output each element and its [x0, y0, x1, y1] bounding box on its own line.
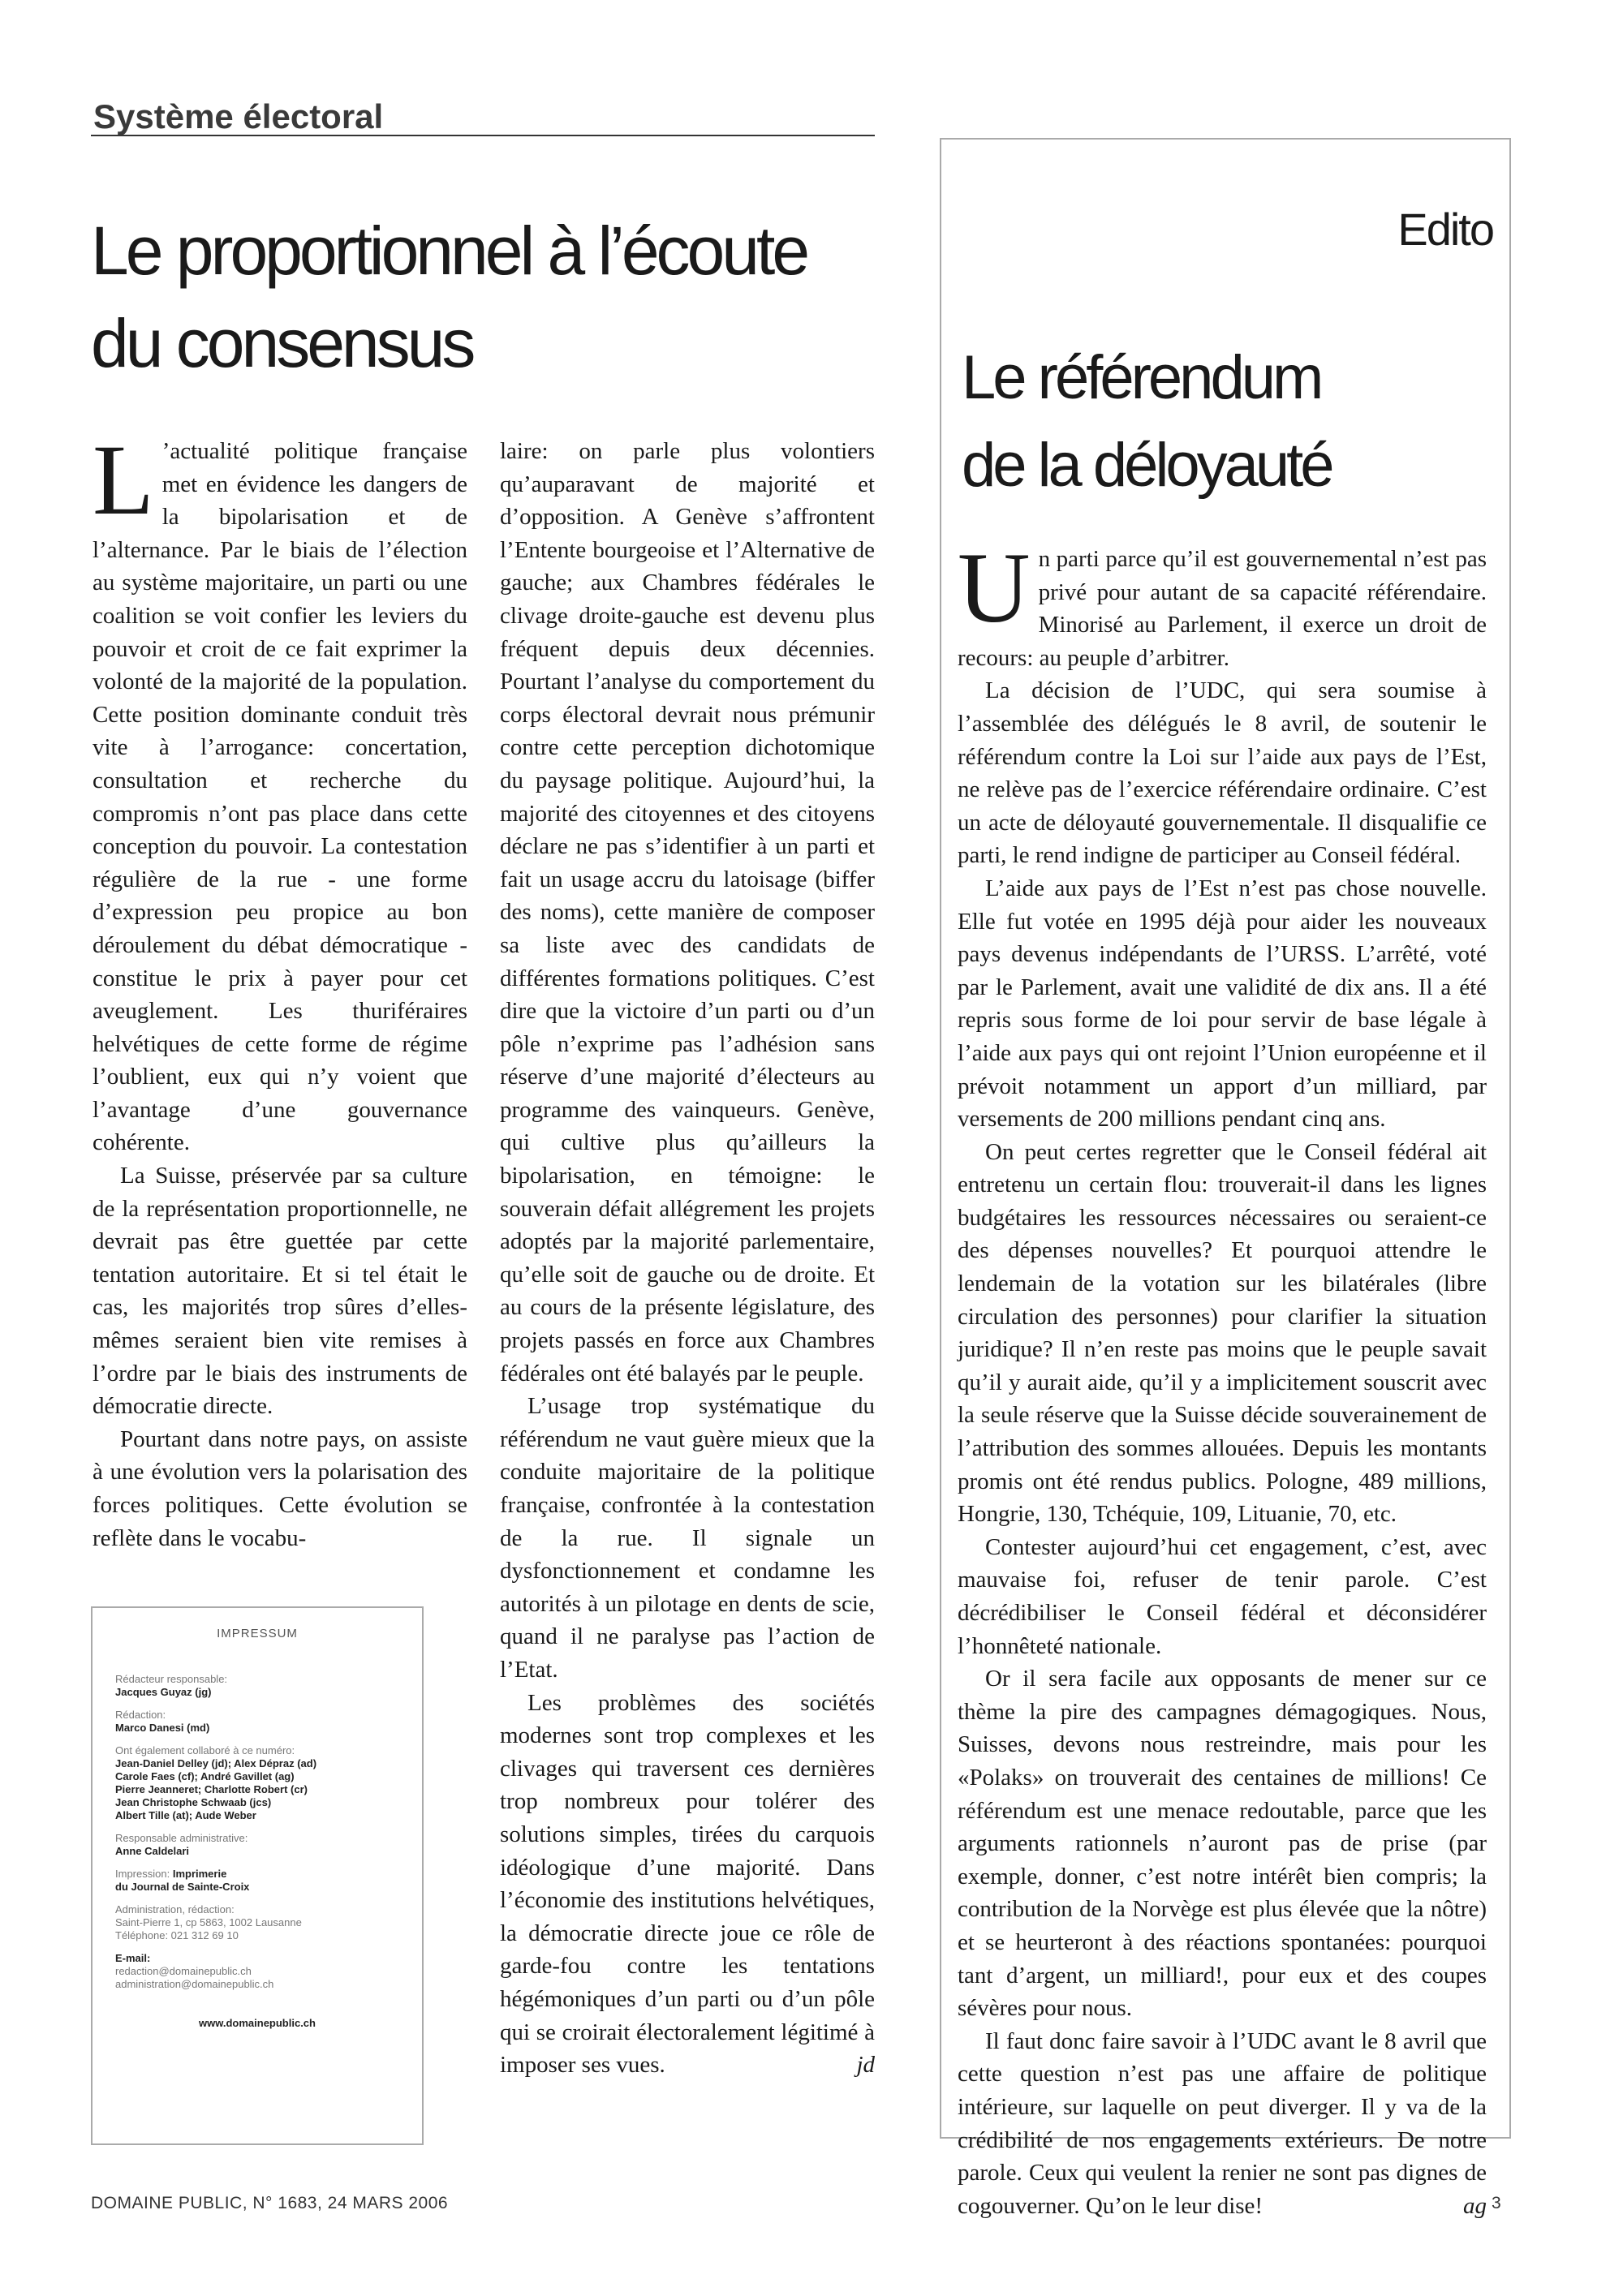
article-paragraph: L ’actualité politique française met en évidence les dangers de la bipolarisation et de l’alternance. Par le biais de l’élection au système majoritaire, un parti ou une coalition se voit confier les leviers du pouvoir et croit de ce fait exprimer la volonté de la majorité de la population. Cette position dominante conduit très vite à l’arrogance: concertation, consultation et recherche du compromis n’ont pas place dans cette conception du pouvoir. La contestation régulière de la rue - une forme d’expression peu propice au bon déroulement du débat démocratique - constitue le prix à payer pour cet aveuglement. Les thuriféraires helvétiques de cette forme de régime l’oublient, eux qui n’y voient que l’avantage d’une gouvernance cohérente. [93, 424, 467, 1156]
impressum-contributors: Ont également collaboré à ce numéro: Jean-Daniel Delley (jd); Alex Dépraz (ad) Carole Faes (cf); André Gavillet (ag) Pierre Jeanneret; Charlotte Robert (cr) Jean Christophe Schwaab (jcs) Albert Tille (at); Aude Weber [115, 1744, 317, 1821]
article-signature: jd [856, 2052, 875, 2079]
section-divider [91, 135, 875, 136]
impressum-box [91, 1606, 424, 2145]
edito-title-line1: Le référendum [962, 343, 1321, 412]
impressum-email: E-mail: redaction@domainepublic.ch administration@domainepublic.ch [115, 1952, 274, 1990]
article-paragraph: Les problèmes des sociétés modernes sont trop complexes et les clivages qui traversent ces dernières trop nombreux pour tolérer des solutions simples, tirées du carquois idéologique d’une majorité. Dans l’économie des institutions helvétiques, la démocratie directe joue ce rôle de garde-fou contre les tentations hégémoniques d’un parti ou d’un pôle qui se croirait électoralement légitimé à imposer ses vues. jd [500, 1687, 875, 2082]
edito-title-line2: de la déloyauté [962, 431, 1332, 500]
article-paragraph: Pourtant dans notre pays, on assiste à une évolution vers la polarisation des forces politiques. Cette évolution se reflète dans le vocabu- [93, 1425, 467, 1551]
drop-cap: L [93, 424, 154, 535]
article-column-1 [93, 424, 467, 1554]
impressum-editor: Rédacteur responsable: Jacques Guyaz (jg) [115, 1673, 228, 1698]
section-label: Système électoral [93, 97, 384, 135]
edito-label: Edito [1397, 204, 1493, 255]
edito-signature: ag [1463, 2192, 1487, 2219]
article-title [91, 204, 870, 389]
article-paragraph: La Suisse, préservée par sa culture de la représentation proportionnelle, ne devrait pas être guettée par cette tentation autoritaire. Et si tel était le cas, les majorités trop sûres d’elles-mêmes seraient bien vite remises à l’ordre par le biais des instruments de démocratie directe. [93, 1163, 467, 1420]
impressum-website-link[interactable]: www.domainepublic.ch [199, 2017, 316, 2029]
page-number: 3 [1492, 2194, 1502, 2212]
impressum-printing: Impression: Imprimerie du Journal de Sainte-Croix [115, 1868, 250, 1893]
impressum-admin: Responsable administrative: Anne Caldelari [115, 1832, 248, 1857]
drop-cap: U [958, 532, 1031, 643]
impressum-address: Administration, rédaction: Saint-Pierre 1, cp 5863, 1002 Lausanne Téléphone: 021 312 69 10 [115, 1903, 302, 1941]
edito-title [962, 334, 1497, 510]
impressum-editorial: Rédaction: Marco Danesi (md) [115, 1709, 210, 1734]
edito-paragraph: Or il sera facile aux opposants de mener sur ce thème la pire des campagnes démagogiques. Nous, Suisses, devons nous restreindre, mais pour les «Polaks» on trouverait des centaines de millions! Ce référendum est une menace redoutable, parce que les arguments rationnels n’auront pas de prise (par exemple, donner, c’est notre intérêt bien compris; la contribution de la Norvège est plus élevée que la nôtre) et se heurteront à des réactions spontanées: pourquoi tant d’argent, un milliard!, pour eux et des coupes sévères pour nous. [958, 1666, 1487, 2022]
article-title-line2: du consensus [91, 305, 473, 381]
impressum-title: IMPRESSUM [217, 1627, 298, 1640]
edito-paragraph: Contester aujourd’hui cet engagement, c’est, avec mauvaise foi, refuser de tenir parole. C’est décrédibiliser le Conseil fédéral et déconsidérer l’honnêteté nationale. [958, 1533, 1487, 1659]
edito-paragraph: L’aide aux pays de l’Est n’est pas chose nouvelle. Elle fut votée en 1995 déjà pour aider les nouveaux pays devenus indépendants de l’URSS. L’arrêté, voté par le Parlement, avait une validité de dix ans. Il a été repris sous forme de loi pour servir de base légale à l’aide aux pays qui ont rejoint l’Union européenne et il prévoit notamment un apport d’un milliard, par versements de 200 millions pendant cinq ans. [958, 875, 1487, 1133]
article-title-line1: Le proportionnel à l’écoute [91, 213, 807, 289]
edito-paragraph: Il faut donc faire savoir à l’UDC avant le 8 avril que cette question n’est pas une affaire de politique intérieure, sur laquelle on peut diverger. Il y va de la crédibilité de nos engagements extérieurs. De notre parole. Ceux qui veulent la renier ne sont pas dignes de cogouverner. Qu’on le leur dise! ag [958, 2025, 1487, 2223]
article-paragraph: L’usage trop systématique du référendum ne vaut guère mieux que la conduite majoritaire de la politique française, confrontée à la contestation de la rue. Il signale un dysfonctionnement et condamne les autorités à un pilotage en dents de scie, quand il ne paralyse pas l’action de l’Etat. [500, 1393, 875, 1683]
edito-paragraph: Un parti parce qu’il est gouvernemental n’est pas privé pour autant de sa capacité référendaire. Minorisé au Parlement, il exerce un droit de recours: au peuple d’arbitrer. [958, 532, 1487, 671]
edito-paragraph: On peut certes regretter que le Conseil fédéral ait entretenu un certain flou: trouverait-il dans les lignes budgétaires les ressources nécessaires ou seraient-ce des dépenses nouvelles? Et pourquoi attendre le lendemain de la votation sur les bilatérales (libre circulation des personnes) pour clarifier la situation juridique? Il n’en reste pas moins que le peuple savait qu’il y aurait aide, qu’il y a implicitement souscrit avec la seule réserve que la Suisse décide souverainement de l’attribution des sommes allouées. Depuis les montants promis ont été rendus publics. Pologne, 489 millions, Hongrie, 130, Tchéquie, 109, Lituanie, 70, etc. [958, 1138, 1487, 1528]
edito-paragraph: La décision de l’UDC, qui sera soumise à l’assemblée des délégués le 8 avril, de soutenir le référendum contre la Loi sur l’aide aux pays de l’Est, ne relève pas de l’exercice référendaire ordinaire. C’est un acte de déloyauté gouvernementale. Il disqualifie ce parti, le rend indigne de participer au Conseil fédéral. [958, 677, 1487, 869]
article-paragraph: laire: on parle plus volontiers qu’auparavant de majorité et d’opposition. A Genève s’affrontent l’Entente bourgeoise et l’Alternative de gauche; aux Chambres fédérales le clivage droite-gauche est devenu plus fréquent depuis deux décennies. Pourtant l’analyse du comportement du corps électoral devrait nous prémunir contre cette perception dichotomique du paysage politique. Aujourd’hui, la majorité des citoyennes et des citoyens déclare ne pas s’identifier à un parti et fait un usage accru du latoisage (biffer des noms), cette manière de composer sa liste avec des candidats de différentes formations politiques. C’est dire que la victoire d’un parti ou d’un pôle n’exprime pas l’adhésion sans réserve d’une majorité d’électeurs au programme des vainqueurs. Genève, qui cultive plus qu’ailleurs la bipolarisation, en témoigne: le souverain défait allégrement les projets adoptés par la majorité parlementaire, qu’elle soit de gauche ou de droite. Et au cours de la présente législature, des projets passés en force aux Chambres fédérales ont été balayés par le peuple. [500, 438, 875, 1387]
footer-publication: DOMAINE PUBLIC, N° 1683, 24 MARS 2006 [91, 2194, 449, 2212]
article-column-2 [500, 435, 875, 2082]
edito-body [958, 532, 1487, 2222]
